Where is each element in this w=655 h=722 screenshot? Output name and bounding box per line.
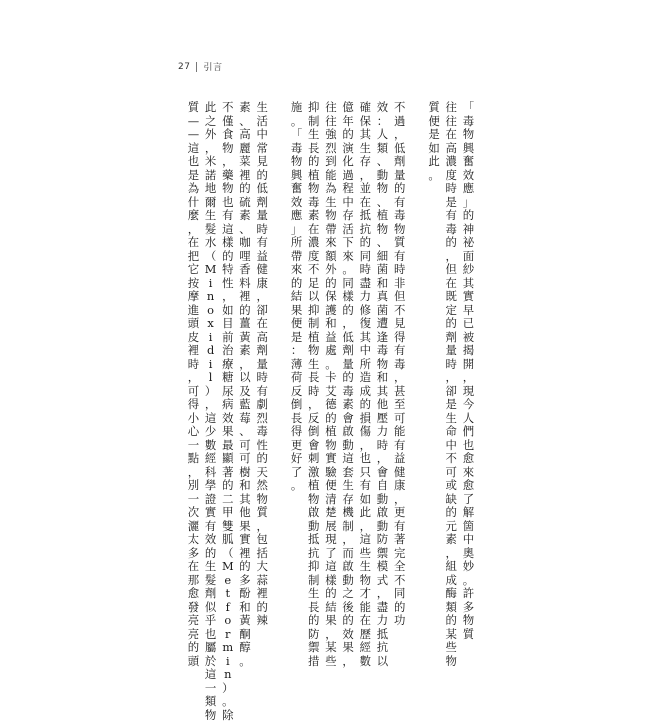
running-header xyxy=(178,60,222,73)
text-column: 往 往 強 烈 到 能 為 生 物 帶 來 額 外 的 保 護 和 益 處 。 卡 艾 德 的 植 物 實 驗 便 清 楚 展 現 了 這 樣 的 結 果 ， 某 些 xyxy=(325,100,337,668)
text-column: 「 毒 物 興 奮 效 應 」 的 神 祕 面 紗 其 實 早 已 被 揭 開 ， 現 今 人 們 也 愈 來 愈 了 解 箇 中 奧 妙 。 許 多 物 質 xyxy=(462,100,475,641)
page-number: 27 xyxy=(178,61,191,72)
text-column: 質 — — 這 也 是 為 什 麼 ， 在 把 它 按 摩 進 頭 皮 裡 時 ， 可 得 小 心 一 點 ， 別 一 次 灑 太 多 在 那 愈 發 亮 亮 的 頭 xyxy=(187,100,200,668)
section-title: 引言 xyxy=(203,63,223,73)
text-column: 抑 制 生 長 的 植 物 毒 素 在 濃 度 不 足 以 抑 制 植 物 生 長 時 ， 反 倒 會 刺 激 植 物 啟 動 抵 抗 抑 制 生 長 的 防 禦 措 xyxy=(308,100,320,668)
text-column: 效 ： 人 類 、 動 物 、 植 物 、 細 菌 和 真 菌 遭 逢 毒 物 和 其 他 壓 力 時 ， 會 自 動 啟 動 防 禦 模 式 ， 盡 力 抵 抗 以 xyxy=(376,100,389,668)
header-divider xyxy=(196,62,197,72)
vertical-text-body xyxy=(167,100,477,722)
text-column: 生 活 中 常 見 的 低 劑 量 時 有 益 健 康 ， 卻 在 高 劑 量 時 有 劇 烈 毒 性 的 天 然 物 質 ， 包 括 大 蒜 裡 的 辣 xyxy=(256,100,268,627)
text-column: 億 年 的 演 化 過 程 中 存 活 下 來 。 同 樣 的 ， 低 劑 量 的 毒 素 會 啟 動 這 套 生 存 機 制 ， 而 啟 動 之 後 的 效 果 ， xyxy=(342,100,354,668)
text-column: 確 保 其 生 存 ， 並 在 抵 抗 的 同 時 盡 力 修 復 其 中 所 造 成 的 損 傷 ， 也 只 有 如 此 ， 這 些 生 物 才 能 在 歷 經 數 xyxy=(359,100,371,668)
text-column: 此 之 外 ， 米 諾 地 爾 生 髮 水 （ M i n o x i d i l ） ， 這 少 數 經 科 學 證 實 有 效 的 生 髮 劑 似 乎 也 屬 於 這 一 類 物 xyxy=(204,100,217,722)
text-column: 往 往 在 高 濃 度 時 是 有 毒 的 ， 但 在 既 定 的 劑 量 時 ， 卻 是 生 命 中 不 可 或 缺 的 元 素 ， 組 成 酶 類 的 某 些 物 xyxy=(445,100,457,668)
text-column: 施 。 「 毒 物 興 奮 效 應 」 所 帶 來 的 結 果 便 是 ： 薄 荷 反 倒 長 得 更 好 了 。 xyxy=(290,100,303,492)
text-column: 不 過 ， 低 劑 量 的 有 毒 物 質 有 時 非 但 不 見 得 有 毒 ， 甚 至 可 能 有 益 健 康 ， 更 有 著 完 全 不 同 的 功 xyxy=(393,100,406,627)
text-column: 不 僅 食 物 ， 藥 物 也 有 這 樣 的 特 性 ， 如 目 前 治 療 糖 尿 病 效 果 最 顯 著 的 二 甲 雙 胍 （ M e t f o r m i n ） 。 除 xyxy=(221,100,234,722)
paragraph-gap xyxy=(271,101,288,557)
text-column: 素 、 高 麗 菜 裡 的 硫 素 、 咖 哩 香 料 裡 的 薑 黃 素 ， 以 及 藍 莓 、 可 可 樹 和 其 他 果 實 裡 的 多 酚 和 黃 酮 醇 。 xyxy=(239,100,251,668)
paragraph-gap xyxy=(408,101,425,557)
text-column: 質 便 是 如 此 。 xyxy=(428,100,440,182)
